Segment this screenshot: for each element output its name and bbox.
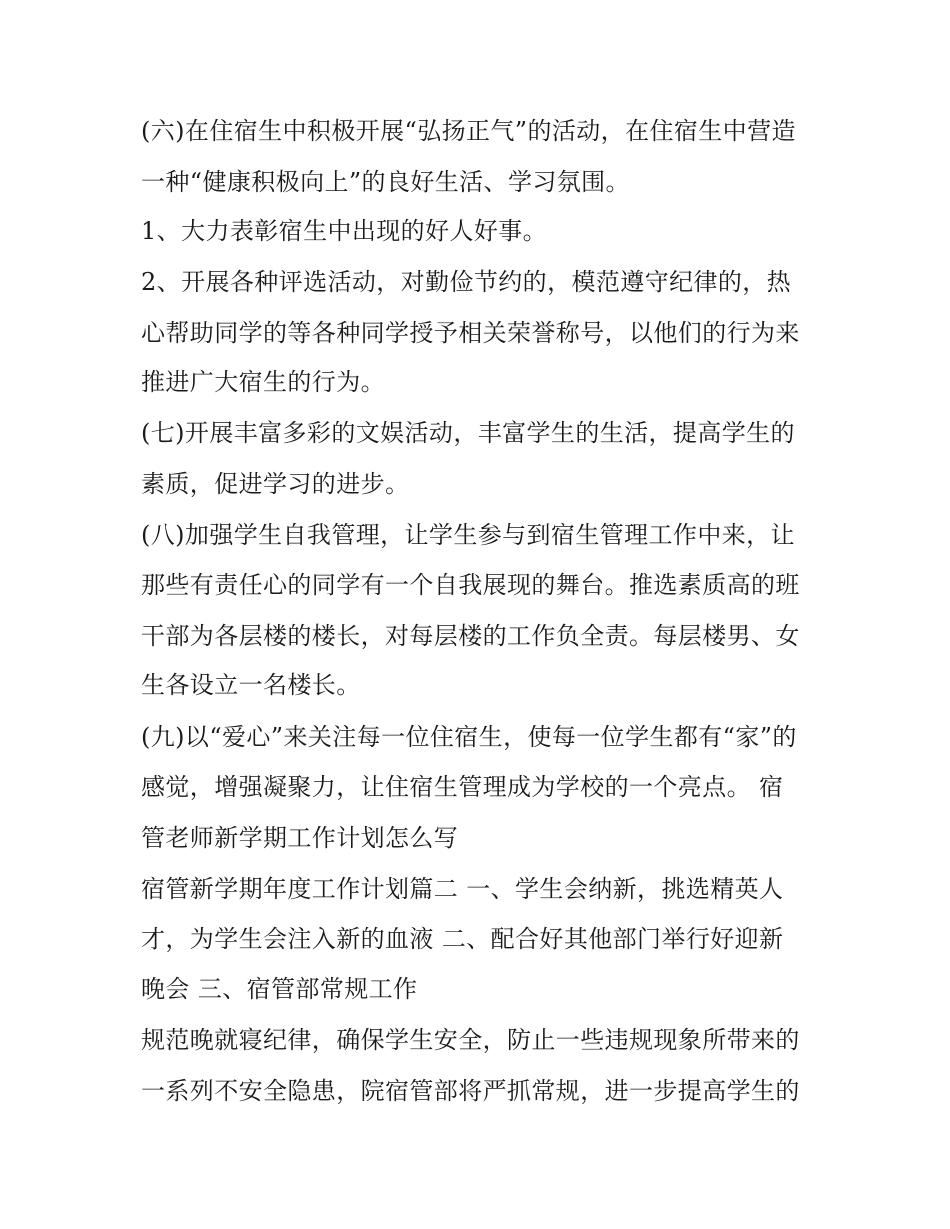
text-line: (九)以“爱心”来关注每一位住宿生，使每一位学生都有“家”的 (141, 723, 797, 751)
text-line: (七)开展丰富多彩的文娱活动，丰富学生的生活，提高学生的 (141, 419, 795, 447)
text-line: 宿管新学期年度工作计划篇二 一、学生会纳新，挑选精英人 (141, 875, 784, 903)
text-line: 生各设立一名楼长。 (141, 671, 361, 699)
text-line: 那些有责任心的同学有一个自我展现的舞台。推选素质高的班 (141, 571, 800, 599)
text-line: 1、大力表彰宿生中出现的好人好事。 (141, 217, 548, 245)
text-line: 推进广大宿生的行为。 (141, 368, 385, 396)
text-line: 晚会 三、宿管部常规工作 (141, 975, 418, 1003)
text-line: 2、开展各种评选活动，对勤俭节约的，模范遵守纪律的，热 (141, 268, 792, 296)
text-line: 素质，促进学习的进步。 (141, 470, 410, 498)
text-line: 才，为学生会注入新的血液 二、配合好其他部门举行好迎新 (141, 925, 784, 953)
text-line: 规范晚就寝纪律，确保学生安全，防止一些违规现象所带来的 (141, 1026, 800, 1054)
text-line: 心帮助同学的等各种同学授予相关荣誉称号，以他们的行为来 (141, 319, 800, 347)
text-line: 管老师新学期工作计划怎么写 (141, 824, 459, 852)
text-line: 感觉，增强凝聚力，让住宿生管理成为学校的一个亮点。 宿 (141, 773, 784, 801)
text-line: 干部为各层楼的楼长，对每层楼的工作负全责。每层楼男、女 (141, 622, 800, 650)
text-line: (八)加强学生自我管理，让学生参与到宿生管理工作中来，让 (141, 521, 795, 549)
text-line: 一系列不安全隐患，院宿管部将严抓常规，进一步提高学生的 (141, 1077, 800, 1105)
text-line: (六)在住宿生中积极开展“弘扬正气”的活动，在住宿生中营造 (141, 117, 796, 145)
text-line: 一种“健康积极向上”的良好生活、学习氛围。 (141, 168, 630, 196)
